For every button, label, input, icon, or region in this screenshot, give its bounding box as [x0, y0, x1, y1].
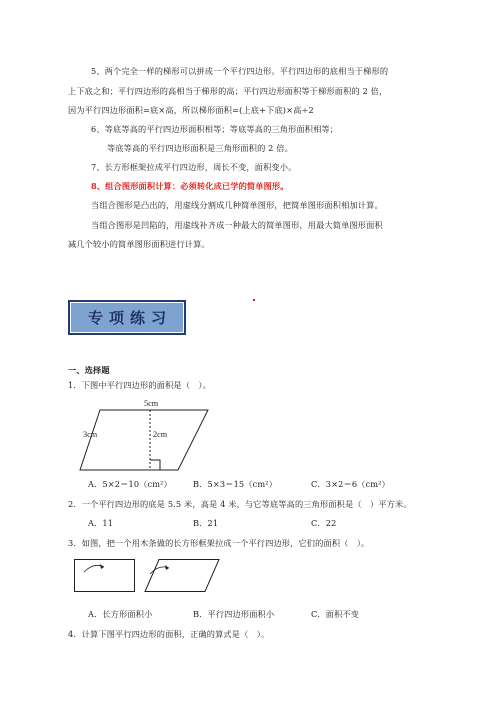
- point-9: 当组合图形是凸出的，用虚线分割成几种简单图形，把简单图形面积相加计算。: [91, 200, 383, 210]
- question-1-parallelogram-figure: [70, 395, 210, 475]
- question-2-option-a[interactable]: A．11: [88, 518, 114, 528]
- question-1-option-a[interactable]: A．5×2＝10（cm²）: [88, 479, 172, 489]
- point-5-line-1: 5、两个完全一样的梯形可以拼成一个平行四边形。平行四边形的底相当于梯形的: [91, 66, 389, 76]
- decorative-dot: [253, 299, 255, 301]
- point-10-line-1: 当组合图形是凹陷的，用虚线补齐成一种最大的简单图形，用最大简单图形面积: [91, 220, 383, 230]
- parallelogram-frame: [145, 560, 219, 592]
- question-3-option-b[interactable]: B．平行四边形面积小: [193, 609, 275, 619]
- question-1-stem: 1．下图中平行四边形的面积是（ ）。: [68, 380, 211, 390]
- question-1-option-b[interactable]: B．5×3＝15（cm²）: [193, 479, 278, 489]
- section-banner-inner: [70, 302, 184, 333]
- point-5-line-3: 因为平行四边形面积=底×高，所以梯形面积=(上底+下底)×高÷2: [68, 105, 314, 115]
- right-angle-mark: [150, 460, 160, 470]
- point-6-line-2: 等底等高的平行四边形面积是三角形面积的 2 倍。: [107, 143, 293, 153]
- point-8: 8、组合图形面积计算：必须转化成已学的简单图形。: [91, 181, 289, 191]
- question-2-stem: 2．一个平行四边形的底是 5.5 米，高是 4 米，与它等底等高的三角形面积是（ ）平方米。: [68, 499, 412, 509]
- question-3-frame-figure: [74, 554, 224, 599]
- question-4-stem: 4．计算下图平行四边形的面积，正确的算式是（ ）。: [68, 629, 270, 639]
- parallelogram-shape: [80, 410, 208, 470]
- point-6-line-1: 6、等底等高的平行四边形面积相等；等底等高的三角形面积相等；: [91, 124, 339, 134]
- point-5-line-2: 上下底之和；平行四边形的高相当于梯形的高；平行四边形面积等于梯形面积的 2 倍，: [68, 86, 388, 96]
- label-height: 2cm: [153, 430, 168, 439]
- section-banner: [68, 300, 186, 335]
- point-10-line-2: 减几个较小的简单图形面积进行计算。: [68, 239, 210, 249]
- question-1-option-c[interactable]: C．3×2＝6（cm²）: [311, 479, 390, 489]
- label-slant-side: 3cm: [83, 430, 98, 439]
- section-heading: 一、选择题: [68, 365, 110, 375]
- label-top-side: 5cm: [144, 399, 159, 408]
- question-3-option-a[interactable]: A．长方形面积小: [88, 609, 153, 619]
- question-2-option-c[interactable]: C．22: [311, 518, 337, 528]
- point-7: 7、长方形框架拉成平行四边形，周长不变，面积变小。: [91, 162, 297, 172]
- question-3-stem: 3．如图，把一个用木条做的长方形框架拉成一个平行四边形，它们的面积（ ）。: [68, 538, 370, 548]
- question-3-option-c[interactable]: C．面积不变: [311, 609, 360, 619]
- section-banner-title: 专项练习: [87, 309, 172, 327]
- question-2-option-b[interactable]: B．21: [193, 518, 219, 528]
- rectangle-frame: [75, 560, 135, 592]
